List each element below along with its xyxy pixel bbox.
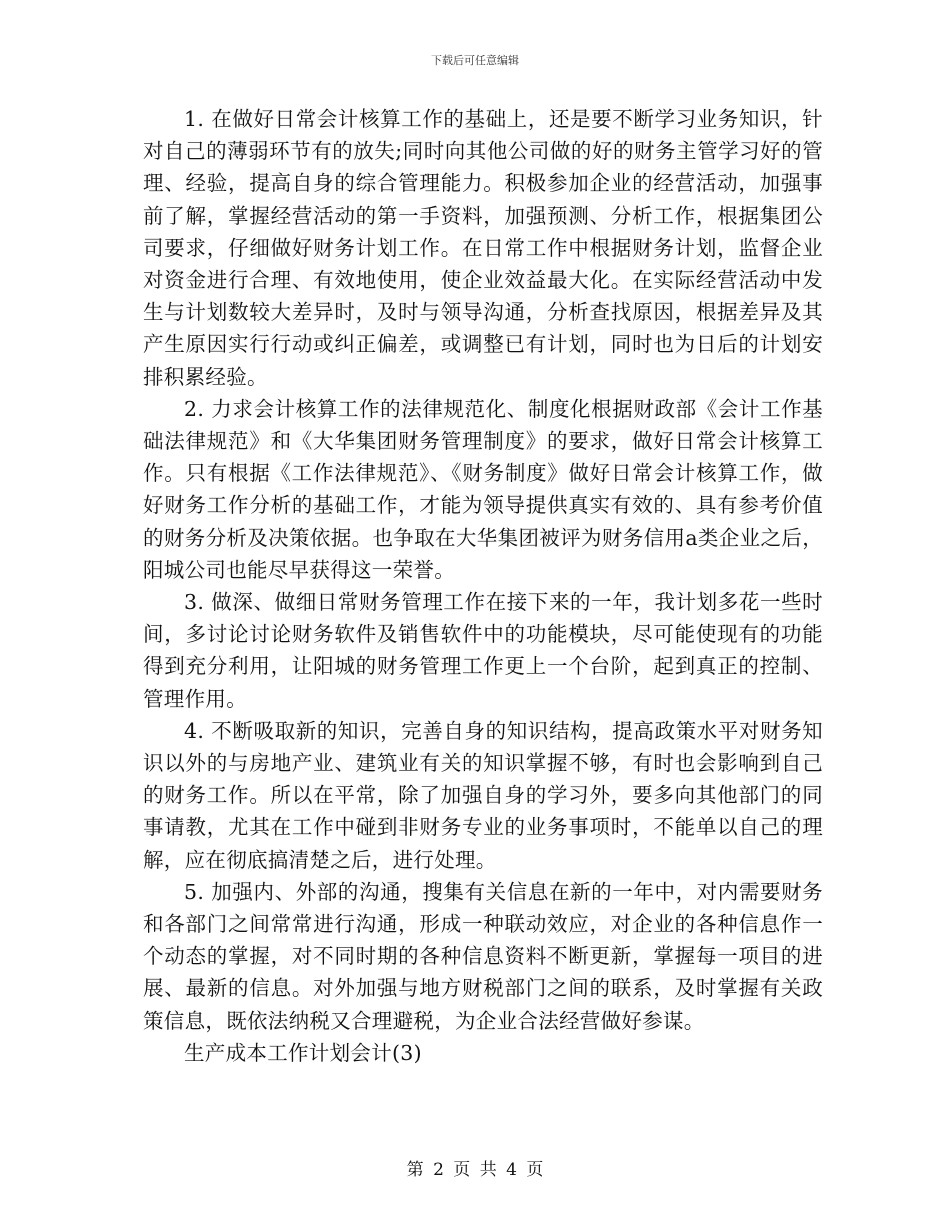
section-heading: 生产成本工作计划会计(3)	[184, 1040, 422, 1065]
paragraph-3: 3. 做深、做细日常财务管理工作在接下来的一年，我计划多花一些时间，多讨论讨论财务软件及销售软件中的功能模块，尽可能使现有的功能得到充分利用，让阳城的财务管理工作更上一个台阶，起到真正的控制、管理作用。	[143, 590, 823, 711]
page-number-footer: 第 2 页 共 4 页	[406, 1160, 544, 1180]
paragraph-2: 2. 力求会计核算工作的法律规范化、制度化根据财政部《会计工作基础法律规范》和《大华集团财务管理制度》的要求，做好日常会计核算工作。只有根据《工作法律规范》、《财务制度》做好日常会计核算工作，做好财务工作分析的基础工作，才能为领导提供真实有效的、具有参考价值的财务分析及决策依据。也争取在大华集团被评为财务信用a类企业之后，阳城公司也能尽早获得这一荣誉。	[143, 396, 823, 582]
page-header: 下载后可任意编辑	[431, 54, 519, 67]
paragraph-5: 5. 加强内、外部的沟通，搜集有关信息在新的一年中，对内需要财务和各部门之间常常进行沟通，形成一种联动效应，对企业的各种信息作一个动态的掌握，对不同时期的各种信息资料不断更新，掌握每一项目的进展、最新的信息。对外加强与地方财税部门之间的联系，及时掌握有关政策信息，既依法纳税又合理避税，为企业合法经营做好参谋。	[143, 879, 823, 1033]
document-body	[143, 103, 823, 1069]
paragraph-1: 1. 在做好日常会计核算工作的基础上，还是要不断学习业务知识，针对自己的薄弱环节有的放失;同时向其他公司做的好的财务主管学习好的管理、经验，提高自身的综合管理能力。积极参加企业的经营活动，加强事前了解，掌握经营活动的第一手资料，加强预测、分析工作，根据集团公司要求，仔细做好财务计划工作。在日常工作中根据财务计划，监督企业对资金进行合理、有效地使用，使企业效益最大化。在实际经营活动中发生与计划数较大差异时，及时与领导沟通，分析查找原因，根据差异及其产生原因实行行动或纠正偏差，或调整已有计划，同时也为日后的计划安排积累经验。	[143, 107, 823, 389]
paragraph-4: 4. 不断吸取新的知识，完善自身的知识结构，提高政策水平对财务知识以外的与房地产业、建筑业有关的知识掌握不够，有时也会影响到自己的财务工作。所以在平常，除了加强自身的学习外，要多向其他部门的同事请教，尤其在工作中碰到非财务专业的业务事项时，不能单以自己的理解，应在彻底搞清楚之后，进行处理。	[143, 718, 823, 872]
